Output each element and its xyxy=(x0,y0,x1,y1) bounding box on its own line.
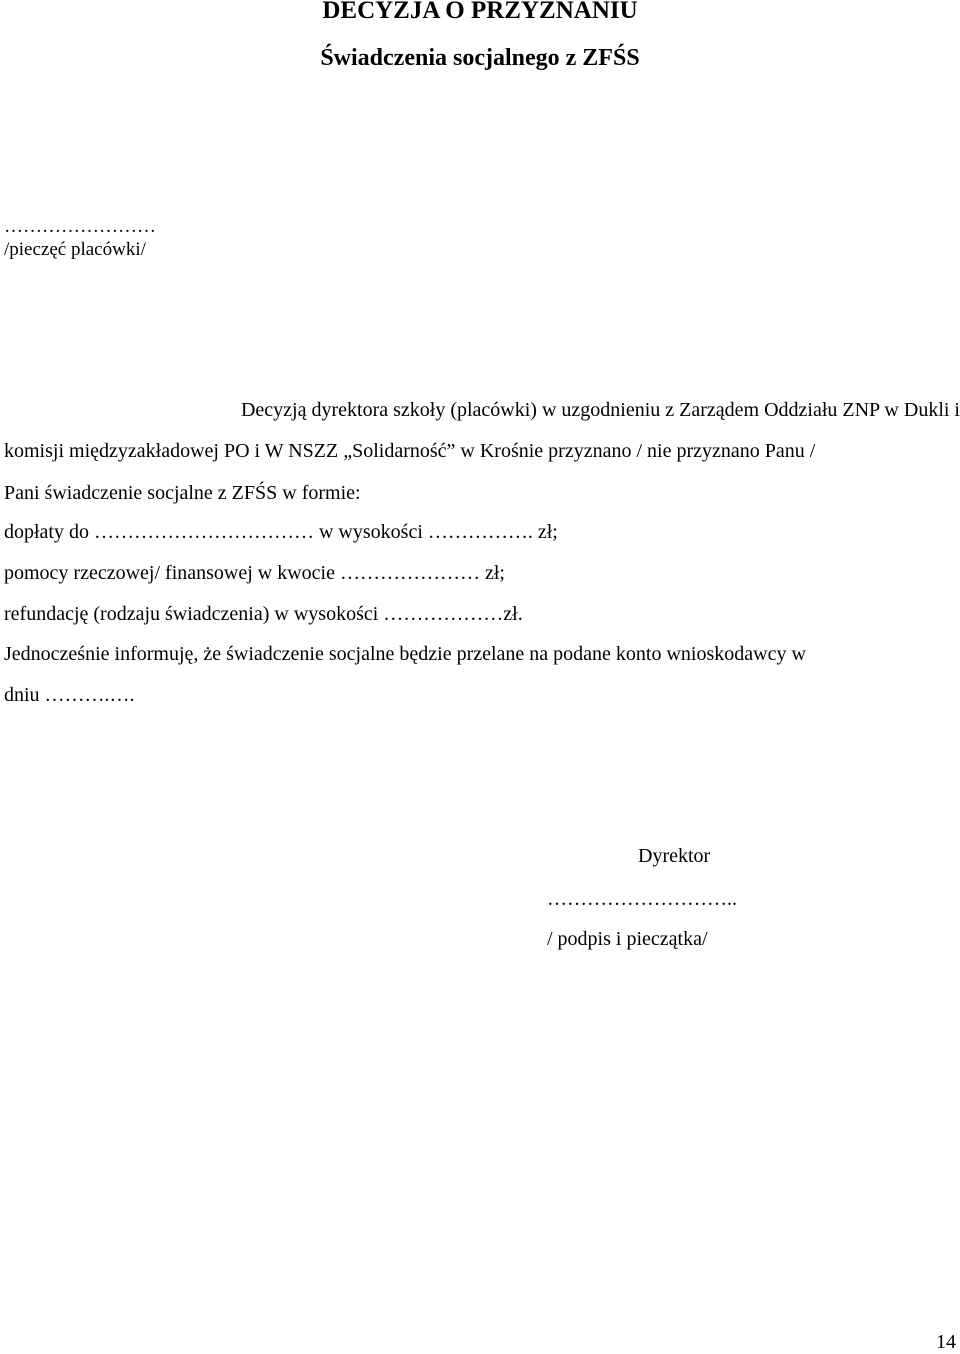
decision-paragraph-line-3: Pani świadczenie socjalne z ZFŚS w formie: xyxy=(4,482,361,504)
subsidy-line: dopłaty do …………………………… w wysokości ……………. zł; xyxy=(4,521,558,543)
decision-paragraph-line-1: Decyzją dyrektora szkoły (placówki) w uzgodnieniu z Zarządem Oddziału ZNP w Dukli i xyxy=(240,399,960,421)
aid-line: pomocy rzeczowej/ finansowej w kwocie ………………… zł; xyxy=(4,562,505,584)
refund-line: refundację (rodzaju świadczenia) w wysokości ………………zł. xyxy=(4,603,523,625)
document-title: DECYZJA O PRZYZNANIU xyxy=(322,0,638,24)
page-number: 14 xyxy=(936,1331,956,1353)
document-subtitle: Świadczenia socjalnego z ZFŚS xyxy=(320,45,640,71)
decision-paragraph-line-2: komisji międzyzakładowej PO i W NSZZ „Solidarność” w Krośnie przyznano / nie przyznano Panu / xyxy=(4,440,816,462)
signature-dots: ……………………….. xyxy=(547,888,737,910)
signature-title: Dyrektor xyxy=(638,845,711,867)
signature-label: / podpis i pieczątka/ xyxy=(547,928,708,950)
transfer-info-line: Jednocześnie informuję, że świadczenie socjalne będzie przelane na podane konto wnioskodawcy w xyxy=(4,643,806,665)
seal-placeholder-dots: …………………… xyxy=(4,216,156,237)
transfer-date-line: dniu ……….…. xyxy=(4,684,135,706)
seal-label: /pieczęć placówki/ xyxy=(4,239,146,260)
